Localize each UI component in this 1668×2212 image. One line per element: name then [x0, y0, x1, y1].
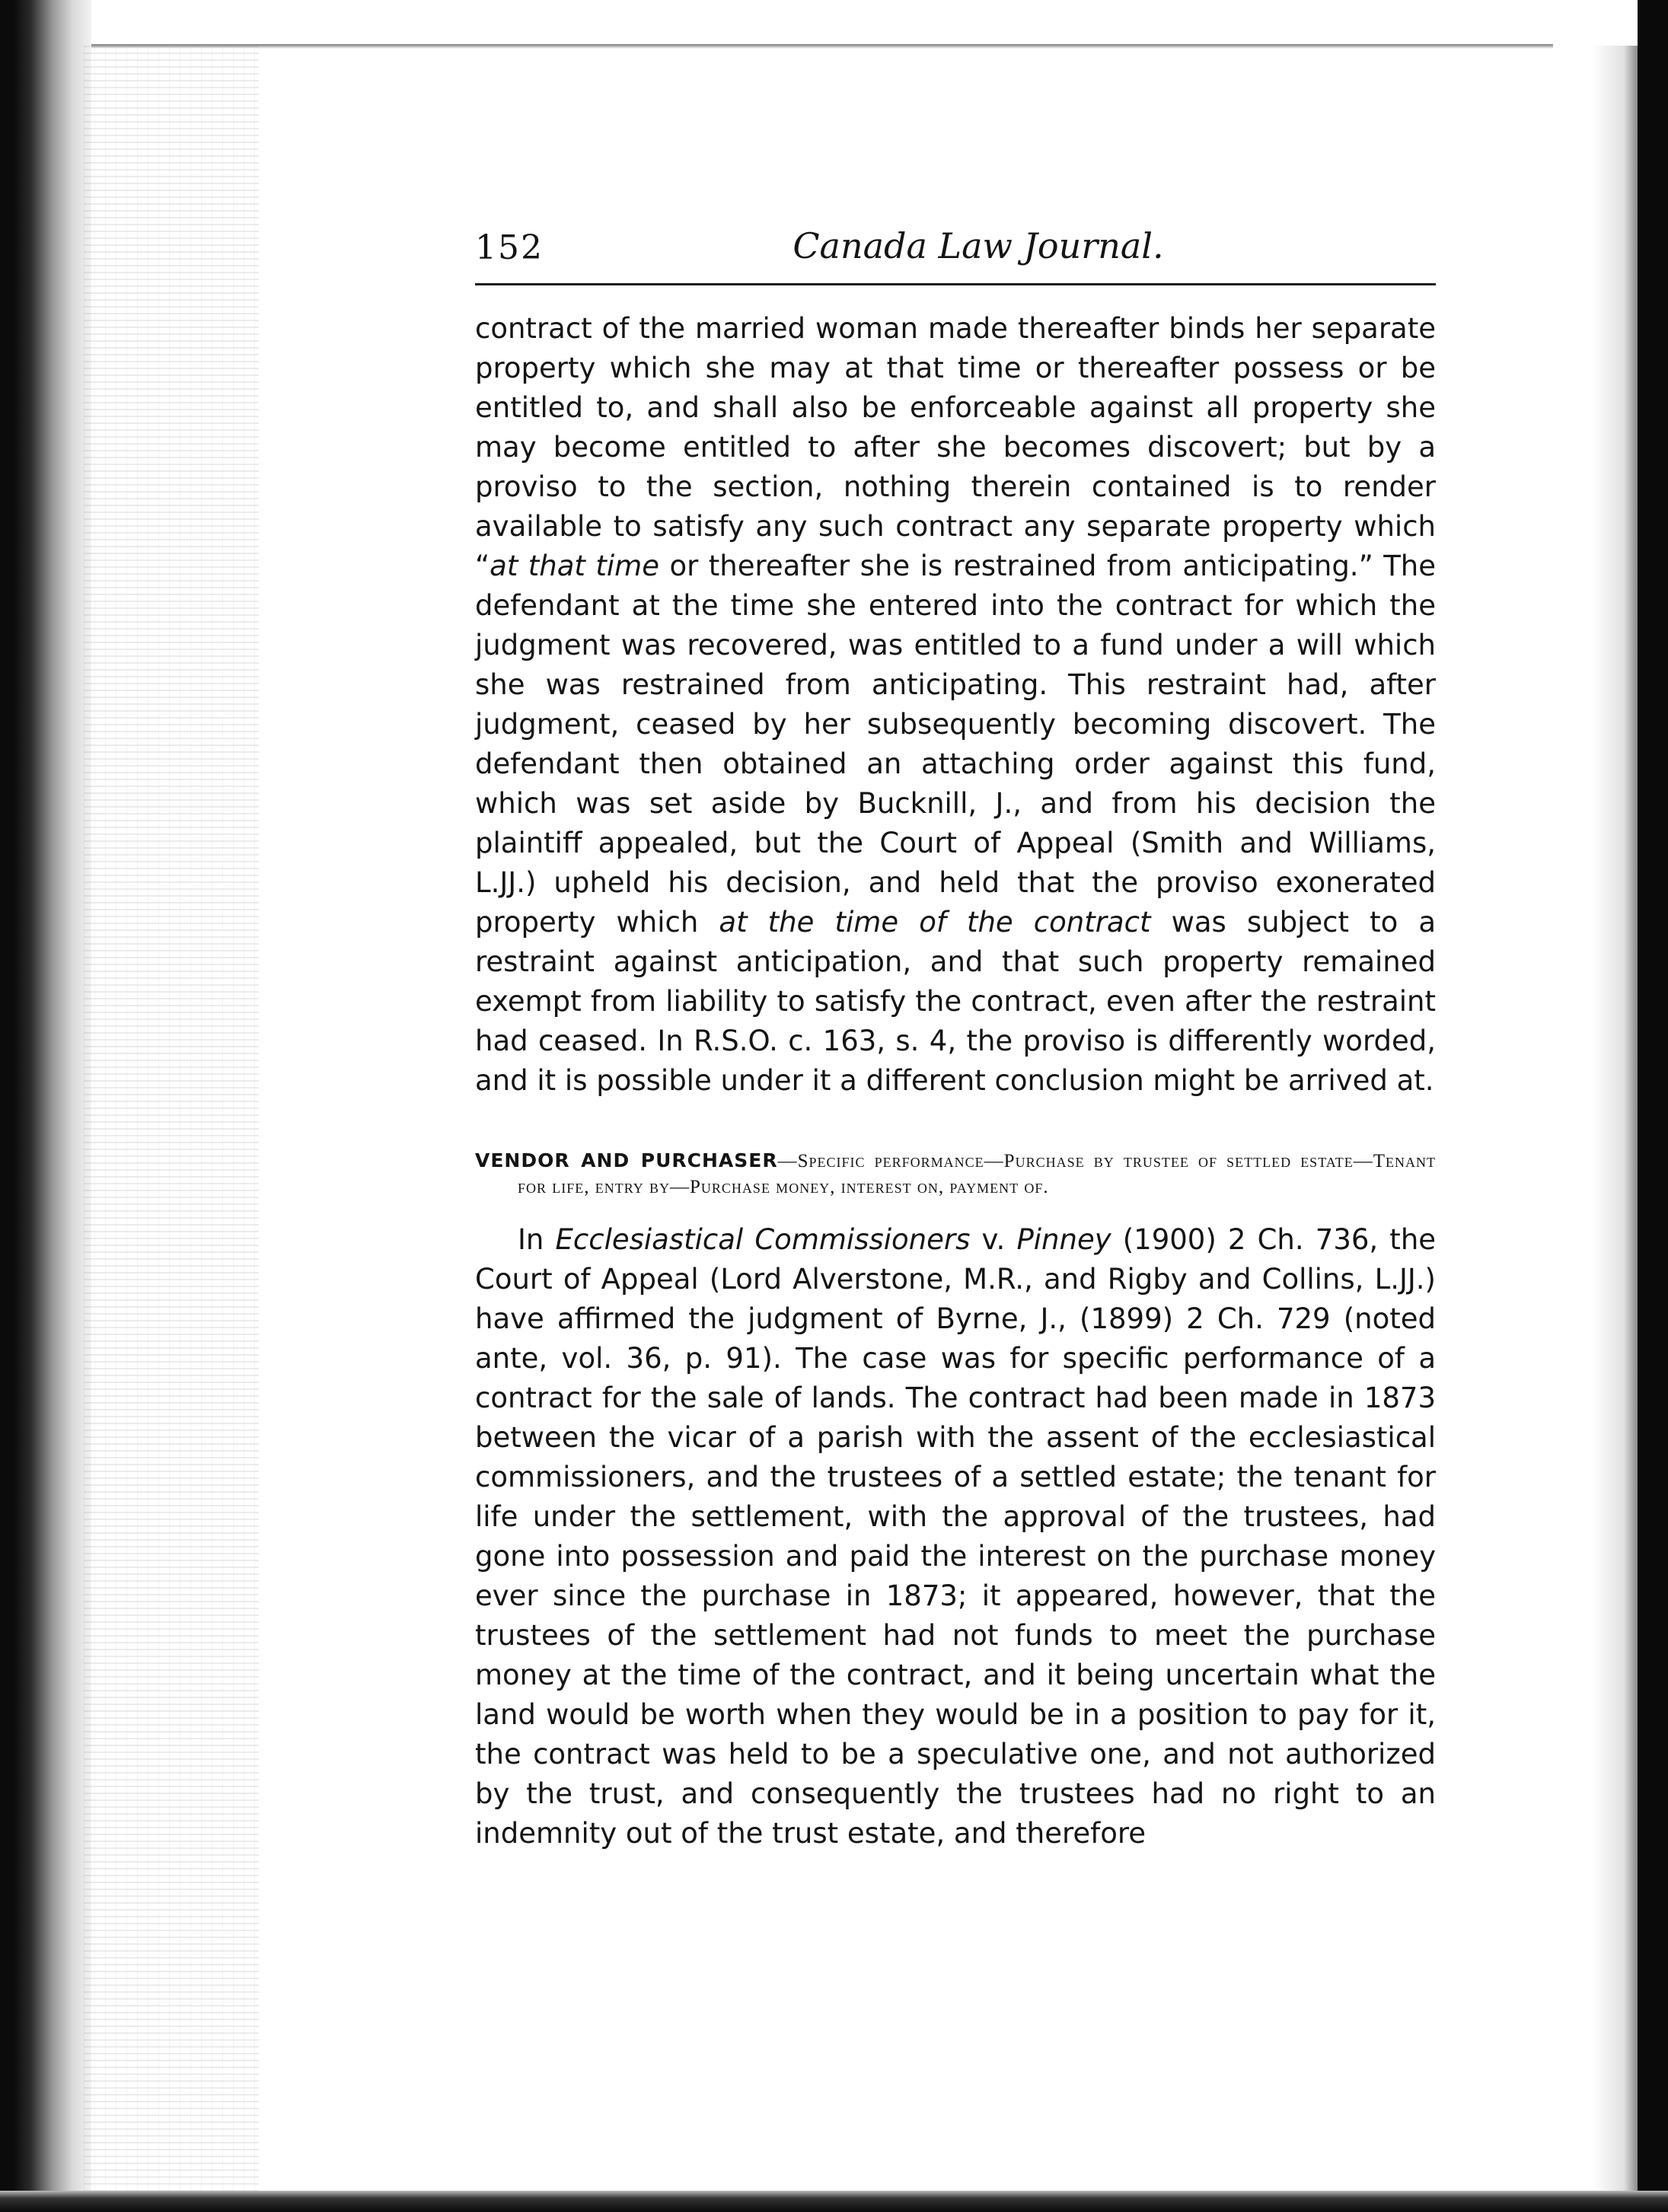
paragraph-text: In	[518, 1223, 556, 1256]
italic-phrase: at the time of the contract	[719, 906, 1151, 939]
paragraph-text: v.	[970, 1223, 1017, 1256]
journal-page	[475, 221, 1436, 1853]
journal-title: Canada Law Journal.	[793, 225, 1164, 266]
case-name: Pinney	[1016, 1223, 1111, 1256]
running-head	[475, 221, 1436, 283]
case-heading-subtitle: —Specific performance—Purchase by trustee of settled estate—Tenant for life, entry by—Purchase money, interest on, payment of.	[518, 1151, 1437, 1197]
body-paragraph	[475, 309, 1436, 1101]
paragraph-text: was subject to a restraint against anticipation, and that such property remained exempt from liability to satisfy the contract, even after the restraint had ceased. In R.S.O. c. 163, s. 4, the proviso is differently worded, and it is possible under it a different conclusion might be arrived at.	[475, 906, 1437, 1097]
scan-bottom-border	[0, 2191, 1668, 2212]
page-number: 152	[475, 228, 544, 267]
paragraph-text: or thereafter she is restrained from anticipating.” The defendant at the time she entered into the contract for which the judgment was recovered, was entitled to a fund under a will which she was restrained from anticipating. This restraint had, after judgment, ceased by her subsequently becoming discovert. The defendant then obtained an attaching order against this fund, which was set aside by Bucknill, J., and from his decision the plaintiff appealed, but the Court of Appeal (Smith and Williams, L.JJ.) upheld his decision, and held that the proviso exonerated property which	[475, 550, 1437, 939]
case-heading-title: VENDOR AND PURCHASER	[475, 1149, 778, 1171]
scan-right-border	[1638, 0, 1668, 2212]
body-paragraph	[475, 1220, 1436, 1853]
scan-binding-texture	[84, 46, 259, 2192]
case-name: Ecclesiastical Commissioners	[555, 1223, 971, 1256]
paragraph-text: (1900) 2 Ch. 736, the Court of Appeal (Lord Alverstone, M.R., and Rigby and Collins, L.JJ.) have affirmed the judgment of Byrne, J., (1899) 2 Ch. 729 (noted ante, vol. 36, p. 91). The case was for specific performance of a contract for the sale of lands. The contract had been made in 1873 between the vicar of a parish with the assent of the ecclesiastical commissioners, and the trustees of a settled estate; the tenant for life under the settlement, with the approval of the trustees, had gone into possession and paid the interest on the purchase money ever since the purchase in 1873; it appeared, however, that the trustees of the settlement had not funds to meet the purchase money at the time of the contract, and it being uncertain what the land would be worth when they would be in a position to pay for it, the contract was held to be a speculative one, and not authorized by the trust, and consequently the trustees had no right to an indemnity out of the trust estate, and therefore	[475, 1223, 1437, 1850]
italic-phrase: at that time	[490, 550, 659, 582]
paragraph-text: contract of the married woman made thereafter binds her separate property which she may at that time or thereafter possess or be entitled to, and shall also be enforceable against all property she may become entitled to after she becomes discovert; but by a proviso to the section, nothing therein contained is to render available to satisfy any such contract any separate property which “	[475, 312, 1436, 582]
header-rule	[475, 283, 1436, 285]
scan-top-edge	[91, 44, 1553, 49]
case-heading	[475, 1148, 1436, 1200]
scan-right-shadow	[1592, 46, 1638, 2212]
scan-binding-edge	[0, 0, 91, 2212]
